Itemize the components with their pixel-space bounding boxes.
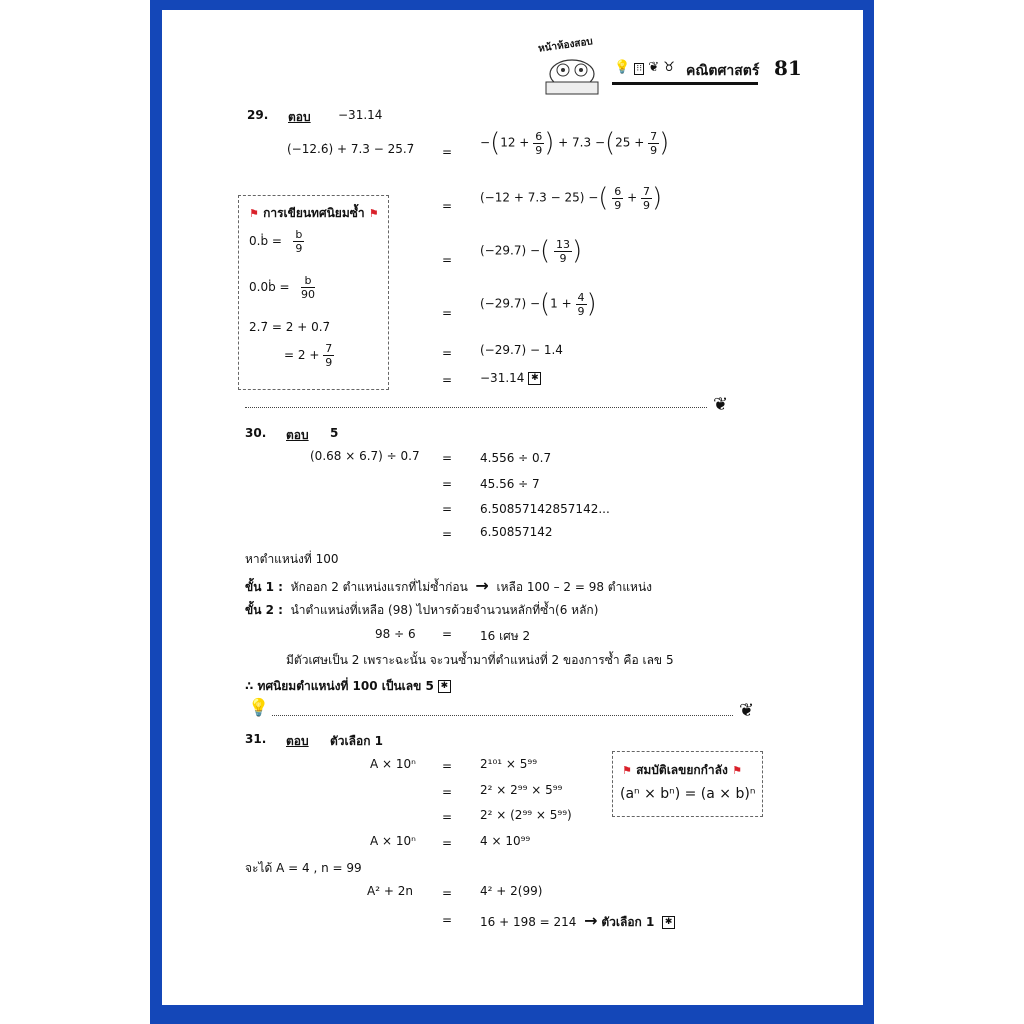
answer-value: −31.14̇ — [338, 108, 383, 122]
step-4: 6.508̇5714̇2 — [480, 525, 553, 539]
division-rhs: 16 เศษ 2 — [480, 629, 531, 643]
equals-sign: = — [442, 477, 453, 491]
star-mark-icon: ✱ — [438, 680, 451, 693]
equals-sign: = — [442, 527, 453, 541]
leaf-icon: ❦ — [648, 60, 660, 75]
box-row-2: 0.0ḃ = $\frac{b}{90}$ — [249, 274, 316, 301]
equals-sign: = — [442, 306, 453, 320]
box-title: ⚑ การเขียนทศนิยมซ้ำ ⚑ — [249, 206, 379, 220]
equals-sign: = — [442, 451, 453, 465]
divider — [272, 715, 733, 716]
row-4: 4 × 10⁹⁹ — [480, 834, 531, 848]
answer-label: ตอบ — [288, 110, 311, 124]
equals-sign: = — [442, 810, 453, 824]
leaf-icon: ❦ — [713, 394, 729, 415]
conclusion: ∴ ทศนิยมตำแหน่งที่ 100 เป็นเลข 5 ✱ — [245, 677, 451, 696]
equals-sign: = — [442, 199, 453, 213]
step-3: 6.50857142857142... — [480, 502, 610, 516]
equals-sign: = — [442, 145, 453, 159]
header-icons — [614, 60, 675, 75]
equals-sign: = — [442, 502, 453, 516]
question-number: 31. — [245, 732, 267, 746]
subject-title: คณิตศาสตร์ — [686, 63, 760, 79]
row-1: 2¹⁰¹ × 5⁹⁹ — [480, 757, 538, 771]
question-number: 29. — [247, 108, 269, 122]
equals-sign: = — [442, 253, 453, 267]
box-title: ⚑ สมบัติเลขยกกำลัง ⚑ — [622, 763, 742, 777]
equals-sign: = — [442, 627, 453, 641]
calculator-icon: ⁝⁝ — [636, 64, 643, 74]
logo-text: หน้าห้องสอบ — [537, 36, 594, 55]
answer-label: ตอบ — [286, 734, 309, 748]
row-5: 4² + 2(99) — [480, 884, 543, 898]
flag-icon: ⚑ — [249, 207, 259, 220]
arrow-right-icon: → — [475, 576, 489, 595]
lhs-5: A² + 2n — [367, 884, 413, 898]
step-2-line: ขั้น 2 : นำตำแหน่งที่เหลือ (98) ไปหารด้วยจำนวนหลักที่ซ้ำ(6 หลัก) — [245, 603, 599, 617]
step-4: (−29.7) −(1 + $\frac{4}{9}$ ) — [480, 289, 597, 319]
question-number: 30. — [245, 426, 267, 440]
step-1: 4.556 ÷ 0.7 — [480, 451, 552, 465]
equals-sign: = — [442, 836, 453, 850]
arrow-right-icon: → — [584, 911, 598, 930]
find-position: หาตำแหน่งที่ 100 — [245, 552, 339, 566]
result: จะได้ A = 4 , n = 99 — [245, 861, 362, 875]
box-row-4: = 2 + $\frac{7}{9}$ — [284, 342, 333, 369]
equals-sign: = — [442, 759, 453, 773]
row-3: 2² × (2⁹⁹ × 5⁹⁹) — [480, 808, 572, 822]
mascot-icon: ♉ — [663, 60, 675, 75]
step-2: (−12 + 7.3 − 25) −( $\frac{6}{9}$ + $\frac{7}{9}$ ) — [480, 183, 663, 213]
lhs-1: A × 10ⁿ — [370, 757, 416, 771]
answer-label: ตอบ — [286, 428, 309, 442]
page-number: 81 — [774, 56, 802, 80]
equals-sign: = — [442, 913, 453, 927]
step-3: (−29.7) −( $\frac{13}{9}$ ) — [480, 236, 583, 266]
row-2: 2² × 2⁹⁹ × 5⁹⁹ — [480, 783, 563, 797]
box-row-3: 2.7̇ = 2 + 0.7̇ — [249, 320, 331, 334]
box-row-1: 0.ḃ = $\frac{b}{9}$ — [249, 228, 303, 255]
header-rule — [612, 82, 758, 85]
row-6: 16 + 198 = 214 → ตัวเลือก 1 ✱ — [480, 911, 675, 932]
box-formula: (aⁿ × bⁿ) = (a × b)ⁿ — [620, 786, 756, 802]
lightbulb-icon: 💡 — [614, 60, 631, 75]
step-5: (−29.7) − 1.4̇ — [480, 343, 563, 357]
equals-sign: = — [442, 886, 453, 900]
lightbulb-icon: 💡 — [248, 698, 270, 718]
equals-sign: = — [442, 785, 453, 799]
star-mark-icon: ✱ — [662, 916, 675, 929]
flag-icon: ⚑ — [732, 764, 742, 777]
lhs: (0.68 × 6.7) ÷ 0.7 — [310, 449, 420, 463]
remainder-note: มีตัวเศษเป็น 2 เพราะฉะนั้น จะวนซ้ำมาที่ตำแหน่งที่ 2 ของการซ้ำ คือ เลข 5 — [286, 653, 674, 667]
equals-sign: = — [442, 346, 453, 360]
lhs: (−12.6̇) + 7.3 − 25.7̇ — [287, 142, 415, 156]
step-6: −31.14̇ ✱ — [480, 371, 541, 385]
answer-value: ตัวเลือก 1 — [330, 734, 383, 748]
star-mark-icon: ✱ — [528, 372, 541, 385]
flag-icon: ⚑ — [622, 764, 632, 777]
step-2: 45.56 ÷ 7 — [480, 477, 540, 491]
flag-icon: ⚑ — [368, 207, 379, 220]
answer-value: 5 — [330, 426, 339, 440]
lhs-4: A × 10ⁿ — [370, 834, 416, 848]
leaf-icon: ❦ — [739, 700, 755, 721]
step-1: −(12 + $\frac{6}{9}$ ) + 7.3 −(25 + $\frac{7}{9}$ ) — [480, 128, 670, 158]
division-lhs: 98 ÷ 6 — [375, 627, 416, 641]
divider — [245, 407, 707, 408]
step-1-line: ขั้น 1 : หักออก 2 ตำแหน่งแรกที่ไม่ซ้ำก่อน → เหลือ 100 – 2 = 98 ตำแหน่ง — [245, 576, 653, 595]
equals-sign: = — [442, 373, 453, 387]
